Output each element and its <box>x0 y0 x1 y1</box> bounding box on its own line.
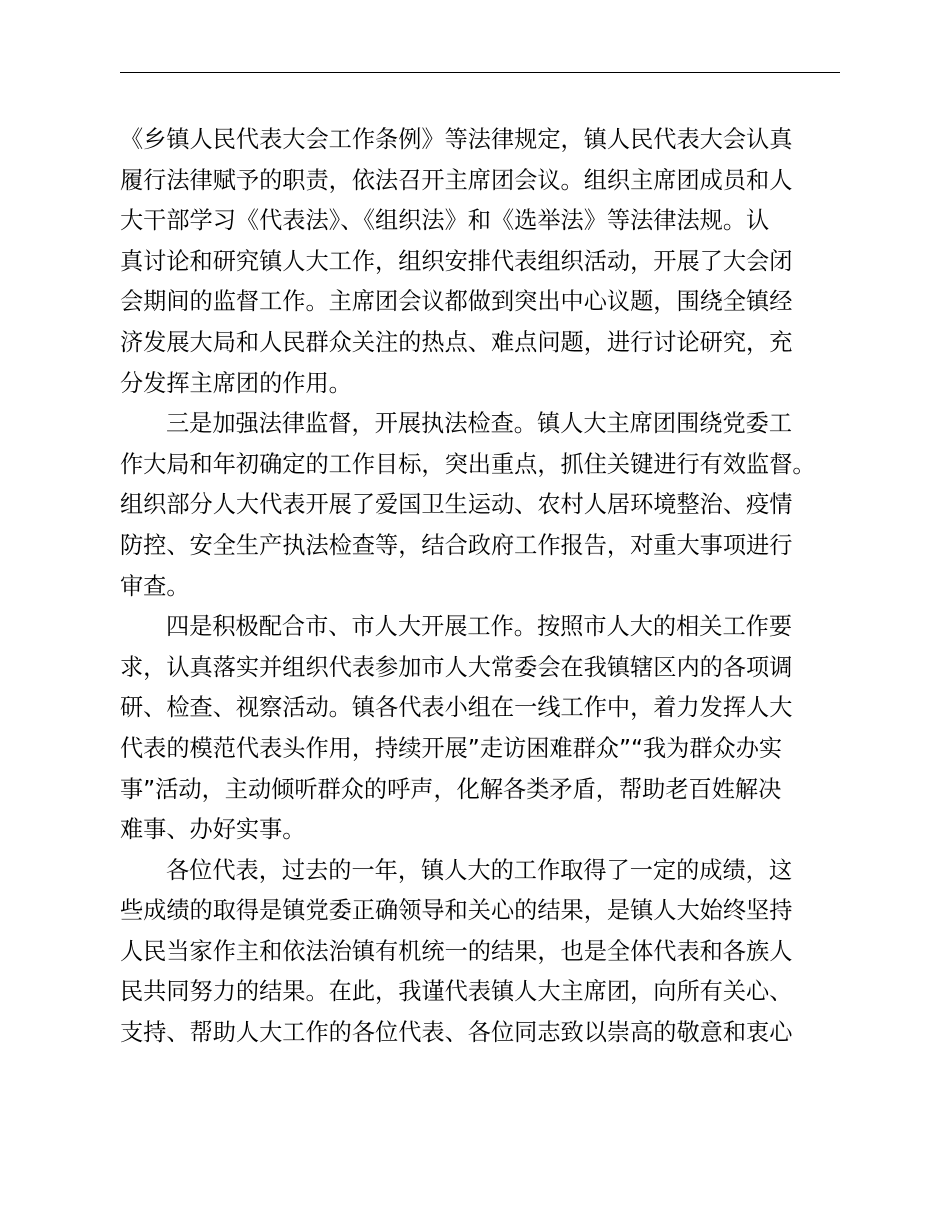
text-line: 组织部分人大代表开展了爱国卫生运动、农村人居环境整治、疫情 <box>120 491 793 519</box>
text-line: 防控、安全生产执法检查等，结合政府工作报告，对重大事项进行 <box>120 531 793 559</box>
text-line: 会期间的监督工作。主席团会议都做到突出中心议题，围绕全镇经 <box>120 288 793 316</box>
text-line: 事”活动，主动倾听群众的呼声，化解各类矛盾，帮助老百姓解决 <box>120 775 782 803</box>
text-line: 支持、帮助人大工作的各位代表、各位同志致以崇高的敬意和衷心 <box>120 1019 793 1047</box>
text-line: 真讨论和研究镇人大工作，组织安排代表组织活动，开展了大会闭 <box>120 247 793 275</box>
text-line: 作大局和年初确定的工作目标，突出重点，抓住关键进行有效监督。 <box>120 450 816 478</box>
text-line: 三是加强法律监督，开展执法检查。镇人大主席团围绕党委工 <box>166 410 793 438</box>
body-text <box>120 120 840 1054</box>
text-line: 代表的模范代表头作用，持续开展”走访困难群众”“我为群众办实 <box>120 734 783 762</box>
text-line: 难事、办好实事。 <box>120 816 306 844</box>
paragraph-3 <box>120 607 840 851</box>
paragraph-1 <box>120 120 840 404</box>
text-line: 民共同努力的结果。在此，我谨代表镇人大主席团，向所有关心、 <box>120 978 793 1006</box>
text-line: 《乡镇人民代表大会工作条例》等法律规定，镇人民代表大会认真 <box>120 126 793 153</box>
text-line: 求，认真落实并组织代表参加市人大常委会在我镇辖区内的各项调 <box>120 653 793 681</box>
text-line: 研、检查、视察活动。镇各代表小组在一线工作中，着力发挥人大 <box>120 694 793 722</box>
text-line: 济发展大局和人民群众关注的热点、难点问题，进行讨论研究，充 <box>120 328 793 356</box>
text-line: 审查。 <box>120 572 190 600</box>
text-line: 各位代表，过去的一年，镇人大的工作取得了一定的成绩，这 <box>166 856 793 884</box>
text-line: 大干部学习《代表法》、《组织法》和《选举法》等法律法规。认 <box>120 207 770 235</box>
text-line: 人民当家作主和依法治镇有机统一的结果，也是全体代表和各族人 <box>120 937 793 965</box>
paragraph-4 <box>120 851 840 1054</box>
text-line: 分发挥主席团的作用。 <box>120 369 352 397</box>
text-line: 四是积极配合市、市人大开展工作。按照市人大的相关工作要 <box>166 613 793 641</box>
text-line: 些成绩的取得是镇党委正确领导和关心的结果，是镇人大始终坚持 <box>120 897 793 925</box>
header-rule <box>120 72 840 73</box>
paragraph-2 <box>120 404 840 607</box>
text-line: 履行法律赋予的职责，依法召开主席团会议。组织主席团成员和人 <box>120 166 793 194</box>
